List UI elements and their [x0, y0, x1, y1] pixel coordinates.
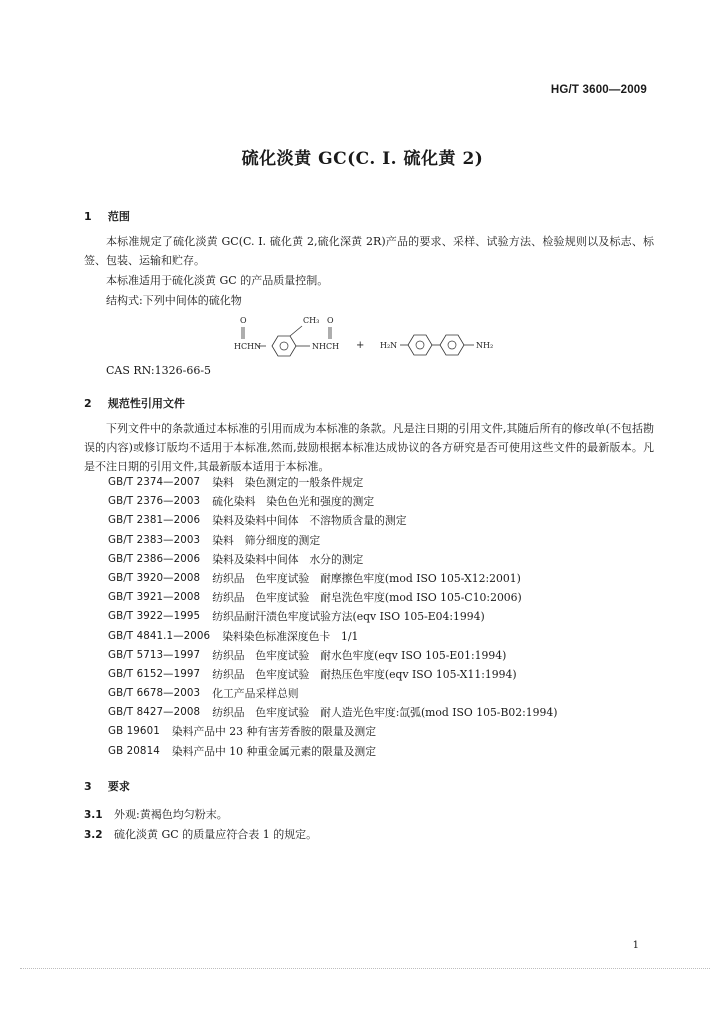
- reference-title: 纺织品 色牢度试验 耐摩擦色牢度(mod ISO 105-X12:2001): [212, 571, 521, 585]
- reference-item: [108, 703, 557, 722]
- scope-paragraph: 本标准规定了硫化淡黄 GC(C. I. 硫化黄 2,硫化深黄 2R)产品的要求、采样、试验方法、检验规则以及标志、标签、包装、运输和贮存。: [84, 235, 654, 267]
- document-title: 硫化淡黄 GC(C. I. 硫化黄 2): [241, 149, 484, 169]
- requirement-item: [84, 826, 317, 842]
- reference-title: 染料产品中 23 种有害芳香胺的限量及测定: [171, 725, 377, 739]
- normative-references-intro: 下列文件中的条款通过本标准的引用而成为本标准的条款。凡是注日期的引用文件,其随后所有的修改单(不包括勘误的内容)或修订版均不适用于本标准,然而,鼓励根据本标准达成协议的各方研究是否可使用这些文件的最新版本。凡是不注日期的引用文件,其最新版本适用于本标准。: [84, 422, 654, 473]
- formula-o-right: O: [327, 316, 334, 325]
- requirement-number: 3.2: [84, 829, 103, 841]
- reference-title: 纺织品耐汗渍色牢度试验方法(eqv ISO 105-E04:1994): [212, 610, 485, 624]
- section-title: 范围: [107, 210, 130, 223]
- reference-item: [108, 473, 557, 492]
- reference-code: GB/T 6152—1997: [108, 667, 201, 680]
- formula-nh2: NH₂: [476, 341, 494, 350]
- section-number: 1: [84, 210, 92, 223]
- reference-code: GB/T 2386—2006: [108, 552, 201, 565]
- applicability-paragraph: 本标准适用于硫化淡黄 GC 的产品质量控制。: [106, 274, 329, 287]
- section-title: 规范性引用文件: [107, 397, 185, 410]
- section-3-heading: [84, 778, 130, 794]
- requirement-text: 外观:黄褐色均匀粉末。: [114, 808, 228, 821]
- reference-code: GB 19601: [108, 725, 160, 738]
- reference-item: [108, 588, 557, 607]
- reference-title: 硫化染料 染色色光和强度的测定: [212, 495, 375, 509]
- reference-title: 染料产品中 10 种重金属元素的限量及测定: [171, 744, 377, 758]
- reference-item: [108, 511, 557, 530]
- reference-item: [108, 646, 557, 665]
- structure-caption: 结构式:下列中间体的硫化物: [106, 294, 242, 307]
- reference-item: [108, 742, 557, 761]
- reference-item: [108, 531, 557, 550]
- reference-item: [108, 492, 557, 511]
- reference-item: [108, 684, 557, 703]
- reference-item: [108, 665, 557, 684]
- reference-code: GB/T 3920—2008: [108, 571, 201, 584]
- section-number: 3: [84, 780, 92, 793]
- reference-code: GB/T 2381—2006: [108, 514, 201, 527]
- structural-formula: [228, 312, 518, 360]
- formula-nhch: NHCH: [312, 342, 340, 351]
- reference-title: 纺织品 色牢度试验 耐水色牢度(eqv ISO 105-E01:1994): [212, 648, 507, 662]
- section-title: 要求: [107, 780, 130, 793]
- section-2-heading: [84, 395, 185, 411]
- reference-code: GB/T 2376—2003: [108, 495, 201, 508]
- requirement-text: 硫化淡黄 GC 的质量应符合表 1 的规定。: [114, 828, 318, 841]
- formula-hchn: HCHN: [234, 342, 262, 351]
- standard-code: HG/T 3600—2009: [550, 84, 647, 96]
- section-number: 2: [84, 397, 92, 410]
- reference-item: [108, 607, 557, 626]
- reference-code: GB/T 8427—2008: [108, 706, 201, 719]
- formula-h2n: H₂N: [380, 341, 398, 350]
- reference-title: 染料及染料中间体 水分的测定: [212, 552, 364, 566]
- benzene-ring-3: [440, 335, 464, 355]
- reference-code: GB/T 4841.1—2006: [108, 629, 211, 642]
- reference-code: GB/T 6678—2003: [108, 687, 201, 700]
- reference-code: GB/T 5713—1997: [108, 648, 201, 661]
- benzene-ring-2: [408, 335, 432, 355]
- formula-plus: +: [356, 340, 365, 351]
- reference-code: GB/T 3921—2008: [108, 591, 201, 604]
- requirement-number: 3.1: [84, 809, 103, 821]
- section-1-heading: [84, 208, 130, 224]
- reference-title: 化工产品采样总则: [212, 687, 299, 701]
- reference-code: GB 20814: [108, 744, 160, 757]
- reference-code: GB/T 2383—2003: [108, 533, 201, 546]
- cas-number: CAS RN:1326-66-5: [106, 364, 212, 377]
- reference-title: 纺织品 色牢度试验 耐热压色牢度(eqv ISO 105-X11:1994): [212, 667, 517, 681]
- scan-edge-divider: [20, 968, 710, 969]
- page-number: 1: [632, 940, 639, 951]
- formula-o-left: O: [240, 316, 247, 325]
- reference-item: [108, 722, 557, 741]
- reference-item: [108, 569, 557, 588]
- reference-title: 染料 染色测定的一般条件规定: [212, 476, 364, 489]
- reference-title: 染料及染料中间体 不溶物质含量的测定: [212, 514, 407, 528]
- requirement-item: [84, 806, 228, 822]
- reference-code: GB/T 3922—1995: [108, 610, 201, 623]
- reference-item: [108, 627, 557, 646]
- reference-title: 染料染色标准深度色卡 1/1: [222, 629, 359, 643]
- reference-code: GB/T 2374—2007: [108, 476, 201, 488]
- reference-title: 纺织品 色牢度试验 耐人造光色牢度:氙弧(mod ISO 105-B02:1994): [212, 706, 558, 720]
- benzene-ring-1: [272, 336, 296, 356]
- reference-item: [108, 550, 557, 569]
- reference-list: [108, 473, 557, 761]
- reference-title: 染料 筛分细度的测定: [212, 533, 321, 547]
- reference-title: 纺织品 色牢度试验 耐皂洗色牢度(mod ISO 105-C10:2006): [212, 591, 522, 605]
- formula-ch3: CH₃: [303, 316, 320, 325]
